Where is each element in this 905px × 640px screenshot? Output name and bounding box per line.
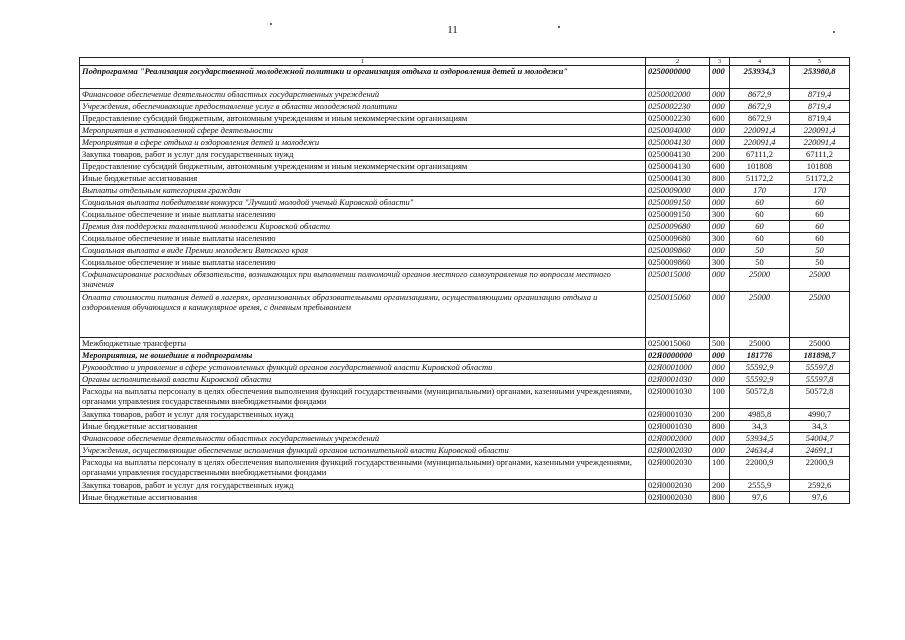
row-name-cell: Иные бюджетные ассигнования <box>80 421 646 433</box>
row-csr-code-cell: 0250015060 <box>646 338 710 350</box>
row-csr-code-cell: 0250002230 <box>646 113 710 125</box>
header-cell: 4 <box>730 58 790 66</box>
row-expense-type-cell: 800 <box>710 421 730 433</box>
row-csr-code-cell: 0250004000 <box>646 125 710 137</box>
table-row <box>80 245 850 257</box>
row-value-2015-cell: 170 <box>790 185 850 197</box>
row-name-cell: Мероприятия, не вошедшие в подпрограммы <box>80 350 646 362</box>
row-csr-code-cell: 02Я0001030 <box>646 386 710 409</box>
row-value-2015-cell: 25000 <box>790 338 850 350</box>
row-value-2015-cell: 8719,4 <box>790 113 850 125</box>
budget-table-body <box>80 58 850 504</box>
row-value-2015-cell: 22000,9 <box>790 457 850 480</box>
row-value-2015-cell: 24691,1 <box>790 445 850 457</box>
row-csr-code-cell: 02Я0002030 <box>646 457 710 480</box>
row-name-cell: Премия для поддержки талантливой молодежи Кировской области <box>80 221 646 233</box>
table-row <box>80 492 850 504</box>
row-name-cell: Руководство и управление в сфере установленных функций органов государственной власти Кировской области <box>80 362 646 374</box>
row-name-cell: Социальное обеспечение и иные выплаты населению <box>80 209 646 221</box>
row-csr-code-cell: 0250004130 <box>646 161 710 173</box>
table-row <box>80 374 850 386</box>
row-expense-type-cell: 000 <box>710 101 730 113</box>
table-row <box>80 445 850 457</box>
row-csr-code-cell: 0250004130 <box>646 149 710 161</box>
header-cell: 3 <box>710 58 730 66</box>
scan-speck <box>270 23 272 25</box>
row-value-2014-cell: 181776 <box>730 350 790 362</box>
row-name-cell: Мероприятия в установленной сфере деятельности <box>80 125 646 137</box>
row-expense-type-cell: 800 <box>710 173 730 185</box>
row-value-2014-cell: 51172,2 <box>730 173 790 185</box>
row-csr-code-cell: 02Я0002000 <box>646 433 710 445</box>
row-name-cell: Подпрограмма "Реализация государственной молодежной политики и организация отдыха и оздоровления детей и молодежи" <box>80 66 646 89</box>
table-row <box>80 433 850 445</box>
row-csr-code-cell: 0250015060 <box>646 292 710 338</box>
row-expense-type-cell: 300 <box>710 257 730 269</box>
table-row <box>80 209 850 221</box>
row-value-2015-cell: 55597,8 <box>790 362 850 374</box>
row-name-cell: Учреждения, обеспечивающие предоставление услуг в области молодежной политики <box>80 101 646 113</box>
row-value-2014-cell: 170 <box>730 185 790 197</box>
row-value-2014-cell: 50572,8 <box>730 386 790 409</box>
table-row <box>80 101 850 113</box>
row-value-2015-cell: 8719,4 <box>790 89 850 101</box>
row-expense-type-cell: 000 <box>710 350 730 362</box>
row-expense-type-cell: 000 <box>710 185 730 197</box>
row-csr-code-cell: 0250009680 <box>646 221 710 233</box>
row-value-2014-cell: 53934,5 <box>730 433 790 445</box>
row-value-2014-cell: 8672,9 <box>730 113 790 125</box>
row-value-2015-cell: 60 <box>790 197 850 209</box>
table-row <box>80 113 850 125</box>
table-row <box>80 161 850 173</box>
row-name-cell: Социальное обеспечение и иные выплаты населению <box>80 257 646 269</box>
table-row <box>80 137 850 149</box>
table-row <box>80 197 850 209</box>
row-value-2015-cell: 50572,8 <box>790 386 850 409</box>
row-value-2014-cell: 25000 <box>730 269 790 292</box>
row-name-cell: Иные бюджетные ассигнования <box>80 173 646 185</box>
table-row <box>80 125 850 137</box>
row-expense-type-cell: 200 <box>710 480 730 492</box>
row-csr-code-cell: 0250002230 <box>646 101 710 113</box>
row-name-cell: Органы исполнительной власти Кировской области <box>80 374 646 386</box>
row-value-2015-cell: 55597,8 <box>790 374 850 386</box>
row-expense-type-cell: 000 <box>710 362 730 374</box>
row-name-cell: Финансовое обеспечение деятельности областных государственных учреждений <box>80 433 646 445</box>
table-row <box>80 338 850 350</box>
row-value-2014-cell: 253934,3 <box>730 66 790 89</box>
row-name-cell: Учреждения, осуществляющие обеспечение исполнения функций органов исполнительной власти Кировской области <box>80 445 646 457</box>
row-value-2015-cell: 8719,4 <box>790 101 850 113</box>
row-value-2014-cell: 101808 <box>730 161 790 173</box>
row-expense-type-cell: 000 <box>710 433 730 445</box>
row-value-2014-cell: 22000,9 <box>730 457 790 480</box>
row-value-2014-cell: 24634,4 <box>730 445 790 457</box>
row-value-2015-cell: 25000 <box>790 269 850 292</box>
header-cell: 5 <box>790 58 850 66</box>
row-value-2014-cell: 8672,9 <box>730 101 790 113</box>
row-value-2014-cell: 4985,8 <box>730 409 790 421</box>
row-expense-type-cell: 500 <box>710 338 730 350</box>
row-value-2014-cell: 60 <box>730 233 790 245</box>
row-value-2015-cell: 34,3 <box>790 421 850 433</box>
row-csr-code-cell: 02Я0002030 <box>646 492 710 504</box>
row-value-2014-cell: 55592,9 <box>730 374 790 386</box>
row-value-2014-cell: 50 <box>730 257 790 269</box>
row-name-cell: Мероприятия в сфере отдыха и оздоровления детей и молодежи <box>80 137 646 149</box>
row-expense-type-cell: 000 <box>710 125 730 137</box>
row-csr-code-cell: 0250009150 <box>646 197 710 209</box>
scan-speck <box>558 26 560 28</box>
row-value-2015-cell: 97,6 <box>790 492 850 504</box>
table-row <box>80 409 850 421</box>
row-value-2015-cell: 60 <box>790 221 850 233</box>
row-value-2014-cell: 25000 <box>730 338 790 350</box>
row-expense-type-cell: 000 <box>710 292 730 338</box>
row-expense-type-cell: 100 <box>710 386 730 409</box>
row-expense-type-cell: 300 <box>710 233 730 245</box>
table-row <box>80 292 850 338</box>
row-value-2014-cell: 60 <box>730 209 790 221</box>
row-value-2015-cell: 220091,4 <box>790 137 850 149</box>
row-value-2014-cell: 2555,9 <box>730 480 790 492</box>
row-csr-code-cell: 0250009860 <box>646 257 710 269</box>
row-name-cell: Социальная выплата победителям конкурса "Лучший молодой ученый Кировской области" <box>80 197 646 209</box>
row-expense-type-cell: 600 <box>710 113 730 125</box>
row-name-cell: Социальная выплата в виде Премии молодежи Вятского края <box>80 245 646 257</box>
row-csr-code-cell: 02Я0001030 <box>646 409 710 421</box>
row-csr-code-cell: 0250009680 <box>646 233 710 245</box>
row-value-2015-cell: 181898,7 <box>790 350 850 362</box>
row-value-2015-cell: 4990,7 <box>790 409 850 421</box>
row-csr-code-cell: 0250002000 <box>646 89 710 101</box>
row-name-cell: Предоставление субсидий бюджетным, автономным учреждениям и иным некоммерческим организациям <box>80 161 646 173</box>
row-value-2015-cell: 101808 <box>790 161 850 173</box>
row-name-cell: Расходы на выплаты персоналу в целях обеспечения выполнения функций государственными (муниципальными) органами, казенными учреждениями, органами управления государственными внебюджетными фондами <box>80 386 646 409</box>
row-value-2015-cell: 67111,2 <box>790 149 850 161</box>
row-name-cell: Расходы на выплаты персоналу в целях обеспечения выполнения функций государственными (муниципальными) органами, казенными учреждениями, органами управления государственными внебюджетными фондами <box>80 457 646 480</box>
budget-table <box>79 57 850 504</box>
row-expense-type-cell: 200 <box>710 409 730 421</box>
table-row <box>80 66 850 89</box>
row-value-2015-cell: 25000 <box>790 292 850 338</box>
row-value-2014-cell: 34,3 <box>730 421 790 433</box>
row-value-2014-cell: 55592,9 <box>730 362 790 374</box>
row-value-2014-cell: 67111,2 <box>730 149 790 161</box>
table-row <box>80 350 850 362</box>
row-name-cell: Закупка товаров, работ и услуг для государственных нужд <box>80 409 646 421</box>
row-value-2014-cell: 220091,4 <box>730 125 790 137</box>
row-value-2015-cell: 54004,7 <box>790 433 850 445</box>
header-cell: 1 <box>80 58 646 66</box>
row-csr-code-cell: 0250004130 <box>646 137 710 149</box>
row-name-cell: Предоставление субсидий бюджетным, автономным учреждениям и иным некоммерческим организациям <box>80 113 646 125</box>
header-cell: 2 <box>646 58 710 66</box>
table-row <box>80 89 850 101</box>
row-expense-type-cell: 800 <box>710 492 730 504</box>
table-row <box>80 173 850 185</box>
row-csr-code-cell: 0250004130 <box>646 173 710 185</box>
row-name-cell: Закупка товаров, работ и услуг для государственных нужд <box>80 480 646 492</box>
row-csr-code-cell: 02Я0000000 <box>646 350 710 362</box>
row-value-2014-cell: 25000 <box>730 292 790 338</box>
row-expense-type-cell: 000 <box>710 245 730 257</box>
table-row <box>80 386 850 409</box>
row-name-cell: Выплаты отдельным категориям граждан <box>80 185 646 197</box>
row-csr-code-cell: 02Я0001030 <box>646 421 710 433</box>
row-value-2015-cell: 220091,4 <box>790 125 850 137</box>
table-row <box>80 221 850 233</box>
row-value-2015-cell: 60 <box>790 233 850 245</box>
row-expense-type-cell: 100 <box>710 457 730 480</box>
row-value-2014-cell: 8672,9 <box>730 89 790 101</box>
row-value-2015-cell: 50 <box>790 245 850 257</box>
row-expense-type-cell: 000 <box>710 221 730 233</box>
row-expense-type-cell: 600 <box>710 161 730 173</box>
table-row <box>80 362 850 374</box>
table-row <box>80 185 850 197</box>
row-csr-code-cell: 02Я0002030 <box>646 445 710 457</box>
row-expense-type-cell: 300 <box>710 209 730 221</box>
table-row <box>80 480 850 492</box>
row-expense-type-cell: 000 <box>710 445 730 457</box>
row-value-2014-cell: 50 <box>730 245 790 257</box>
table-row <box>80 269 850 292</box>
row-expense-type-cell: 200 <box>710 149 730 161</box>
table-row <box>80 421 850 433</box>
row-csr-code-cell: 0250009860 <box>646 245 710 257</box>
row-value-2014-cell: 97,6 <box>730 492 790 504</box>
row-csr-code-cell: 0250009000 <box>646 185 710 197</box>
row-value-2015-cell: 60 <box>790 209 850 221</box>
row-csr-code-cell: 0250000000 <box>646 66 710 89</box>
row-name-cell: Оплата стоимости питания детей в лагерях, организованных образовательными организациями, осуществляющими организацию отдыха и оздоровления обучающихся в каникулярное время, с дневным пребыванием <box>80 292 646 338</box>
row-name-cell: Социальное обеспечение и иные выплаты населению <box>80 233 646 245</box>
row-expense-type-cell: 000 <box>710 269 730 292</box>
table-row <box>80 149 850 161</box>
row-expense-type-cell: 000 <box>710 374 730 386</box>
row-csr-code-cell: 0250009150 <box>646 209 710 221</box>
row-value-2015-cell: 253980,8 <box>790 66 850 89</box>
row-csr-code-cell: 0250015000 <box>646 269 710 292</box>
row-value-2015-cell: 50 <box>790 257 850 269</box>
table-row <box>80 457 850 480</box>
row-expense-type-cell: 000 <box>710 89 730 101</box>
row-expense-type-cell: 000 <box>710 197 730 209</box>
row-value-2014-cell: 60 <box>730 197 790 209</box>
row-value-2015-cell: 2592,6 <box>790 480 850 492</box>
row-expense-type-cell: 000 <box>710 137 730 149</box>
row-expense-type-cell: 000 <box>710 66 730 89</box>
page-number: 11 <box>447 24 458 36</box>
row-value-2015-cell: 51172,2 <box>790 173 850 185</box>
row-csr-code-cell: 02Я0001030 <box>646 374 710 386</box>
table-row <box>80 233 850 245</box>
row-name-cell: Софинансирование расходных обязательств, возникающих при выполнении полномочий органов местного самоуправления по вопросам местного значения <box>80 269 646 292</box>
row-csr-code-cell: 02Я0002030 <box>646 480 710 492</box>
row-csr-code-cell: 02Я0001000 <box>646 362 710 374</box>
row-value-2014-cell: 220091,4 <box>730 137 790 149</box>
scan-speck <box>833 31 835 33</box>
table-header-row <box>80 58 850 66</box>
row-name-cell: Иные бюджетные ассигнования <box>80 492 646 504</box>
row-name-cell: Межбюджетные трансферты <box>80 338 646 350</box>
table-row <box>80 257 850 269</box>
row-name-cell: Финансовое обеспечение деятельности областных государственных учреждений <box>80 89 646 101</box>
row-value-2014-cell: 60 <box>730 221 790 233</box>
row-name-cell: Закупка товаров, работ и услуг для государственных нужд <box>80 149 646 161</box>
